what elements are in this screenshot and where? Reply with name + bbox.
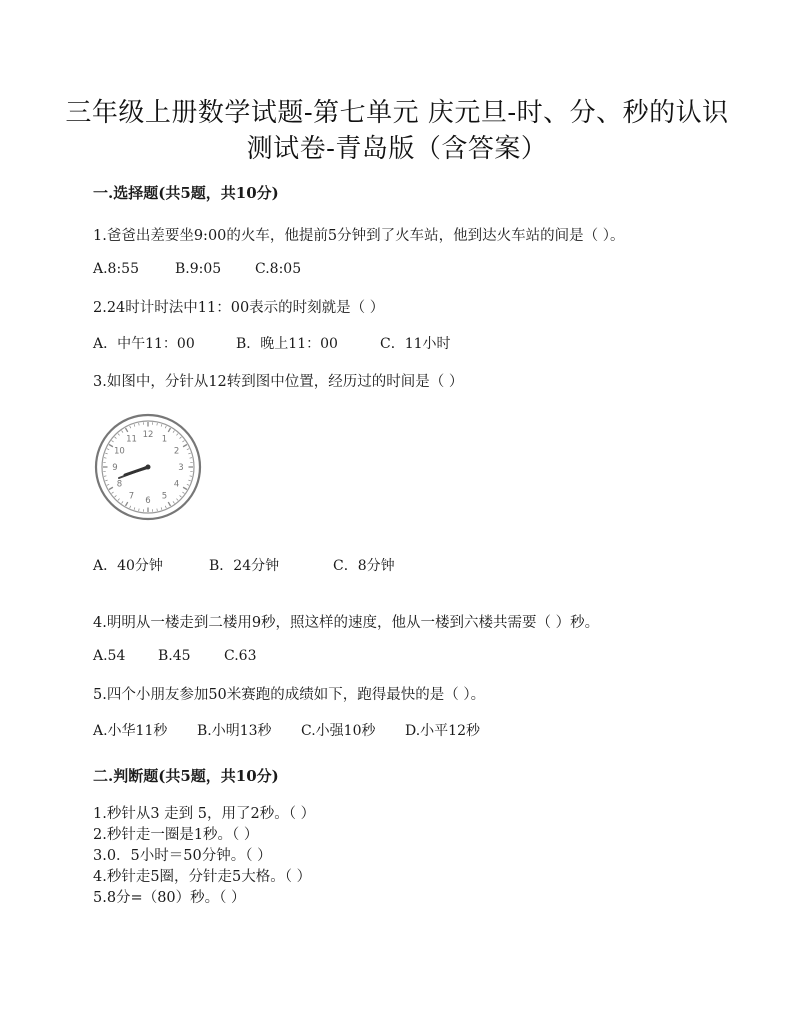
question-3-option-b: B．24分钟 <box>209 558 280 574</box>
clock-number-4: 4 <box>173 479 180 490</box>
clock-number-12: 12 <box>142 430 154 440</box>
question-1-option-c: C.8:05 <box>255 261 302 277</box>
tf-item-4: 4.秒针走5圈，分针走5大格。（ ） <box>93 869 312 885</box>
section-heading-choice: 一.选择题(共5题，共10分) <box>93 184 279 202</box>
clock-number-8: 8 <box>116 479 123 490</box>
question-5-option-c: C.小强10秒 <box>301 723 376 739</box>
title-line-2: 测试卷-青岛版（含答案） <box>246 134 548 164</box>
tf-item-3: 3.0．5小时＝50分钟。（ ） <box>93 848 272 864</box>
title-line-1: 三年级上册数学试题-第七单元 庆元旦-时、分、秒的认识 <box>65 98 729 128</box>
clock-number-1: 1 <box>161 434 168 445</box>
clock-number-5: 5 <box>161 491 168 502</box>
section-heading-true-false: 二.判断题(共5题，共10分) <box>93 767 279 785</box>
clock-number-11: 11 <box>126 434 137 445</box>
question-2-option-b: B．晚上11：00 <box>236 336 338 352</box>
question-4-stem: 4.明明从一楼走到二楼用9秒，照这样的速度，他从一楼到六楼共需要（ ）秒。 <box>93 615 600 631</box>
question-4-option-b: B.45 <box>158 648 191 664</box>
clock-number-9: 9 <box>112 463 118 473</box>
question-1-option-a: A.8:55 <box>93 261 139 277</box>
question-2-option-c: C．11小时 <box>380 336 451 352</box>
clock-number-2: 2 <box>173 446 180 457</box>
tf-item-5: 5.8分=（80）秒。（ ） <box>93 890 246 906</box>
question-5-stem: 5.四个小朋友参加50米赛跑的成绩如下，跑得最快的是（ ）。 <box>93 687 486 703</box>
question-1-option-b: B.9:05 <box>175 261 222 277</box>
question-5-option-d: D.小平12秒 <box>405 723 480 739</box>
tf-item-1: 1.秒针从3 走到 5，用了2秒。（ ） <box>93 806 316 822</box>
question-5-option-a: A.小华11秒 <box>93 723 168 739</box>
tf-item-2: 2.秒针走一圈是1秒。（ ） <box>93 827 259 843</box>
question-5-option-b: B.小明13秒 <box>197 723 272 739</box>
clock-figure <box>93 412 203 522</box>
question-3-option-a: A．40分钟 <box>93 558 163 574</box>
clock-number-6: 6 <box>145 496 151 506</box>
question-3-option-c: C．8分钟 <box>333 558 395 574</box>
question-2-option-a: A．中午11：00 <box>93 336 195 352</box>
question-2-stem: 2.24时计时法中11：00表示的时刻就是（ ） <box>93 300 385 316</box>
question-1-stem: 1.爸爸出差要坐9:00的火车，他提前5分钟到了火车站，他到达火车站的间是（ ）。 <box>93 228 625 244</box>
question-4-option-c: C.63 <box>224 648 257 664</box>
question-3-stem: 3.如图中，分针从12转到图中位置，经历过的时间是（ ） <box>93 374 464 390</box>
clock-number-3: 3 <box>178 463 184 473</box>
clock-center-pin <box>146 465 151 470</box>
clock-number-7: 7 <box>128 491 135 502</box>
question-4-option-a: A.54 <box>93 648 126 664</box>
clock-number-10: 10 <box>114 446 125 457</box>
